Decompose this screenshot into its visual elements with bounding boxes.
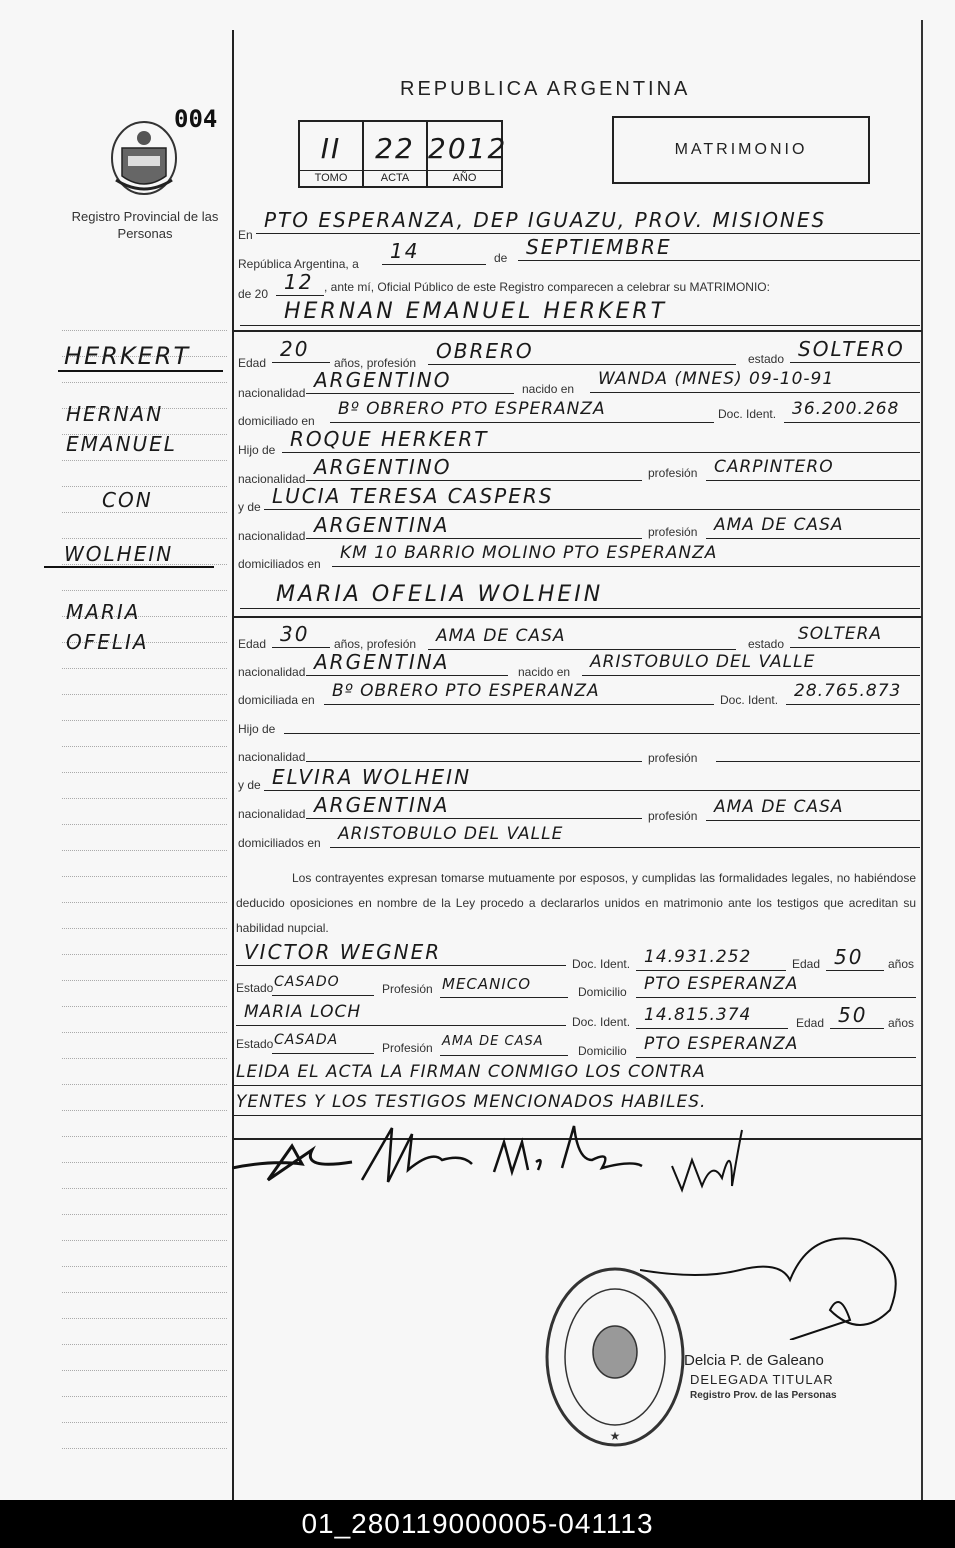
label-profesion-t1: Profesión [382, 982, 433, 996]
label-anos-profesion-2: años, profesión [334, 637, 417, 651]
country-title: REPUBLICA ARGENTINA [400, 78, 691, 100]
label-en: En [238, 228, 253, 242]
label-doc-ident-t1: Doc. Ident. [572, 957, 631, 971]
label-edad-t2: Edad [796, 1016, 825, 1030]
margin-name-2-line-2: OFELIA [66, 630, 149, 654]
field-contrayente1-doc: 36.200.268 [784, 397, 920, 423]
right-border-line [921, 20, 923, 1500]
label-doc-ident-t2: Doc. Ident. [572, 1015, 631, 1029]
label-domiciliados-en-2: domiciliados en [238, 836, 321, 850]
label-doc-ident-2: Doc. Ident. [720, 693, 779, 707]
label-domiciliados-en-1: domiciliados en [238, 557, 321, 571]
field-contrayente2-madre-nac: ARGENTINA [306, 793, 642, 819]
field-contrayente1-nombre: HERNAN EMANUEL HERKERT [240, 300, 920, 326]
label-domiciliada-en-2: domiciliada en [238, 693, 315, 707]
label-estado-2: estado [748, 637, 785, 651]
anio-label: AÑO [428, 170, 501, 186]
field-contrayente1-padre-prof: CARPINTERO [706, 455, 920, 481]
field-testigo1-profesion: MECANICO [440, 972, 568, 998]
declaration-paragraph [236, 866, 916, 941]
field-contrayente2-estado: SOLTERA [790, 622, 920, 648]
margin-surname-1: HERKERT [58, 342, 223, 372]
label-domiciliado-en-1: domiciliado en [238, 414, 315, 428]
field-lugar: PTO ESPERANZA, DEP IGUAZU, PROV. MISIONES [256, 208, 920, 234]
closing-line-1: LEIDA EL ACTA LA FIRMAN CONMIGO LOS CONTRA [232, 1060, 922, 1086]
label-nacionalidad-padre-1: nacionalidad [238, 472, 306, 486]
tomo-acta-anio-box [298, 120, 508, 188]
field-contrayente1-madre-nac: ARGENTINA [306, 513, 642, 539]
label-profesion-madre-1: profesión [648, 525, 698, 539]
field-contrayente1-estado: SOLTERO [790, 337, 920, 363]
field-contrayente1-nacido: WANDA (MNES) 09-10-91 [590, 367, 920, 393]
label-profesion-padre-2: profesión [648, 751, 698, 765]
field-testigo2-edad: 50 [830, 1003, 884, 1029]
field-contrayente2-padre-prof [716, 736, 920, 762]
document-code-footer: 01_280119000005-041113 [0, 1500, 955, 1548]
field-testigo2-profesion: AMA DE CASA [440, 1030, 568, 1056]
margin-surname-2: WOLHEIN [44, 542, 214, 568]
left-border-line [232, 30, 234, 1500]
field-contrayente2-doc: 28.765.873 [786, 679, 920, 705]
svg-text:★: ★ [609, 1429, 621, 1443]
label-republica: República Argentina, a [238, 257, 359, 271]
margin-name-2-line-1: MARIA [66, 600, 141, 624]
label-nacionalidad-2: nacionalidad [238, 665, 306, 679]
label-estado-t2: Estado [236, 1037, 274, 1051]
declaration-text: Los contrayentes expresan tomarse mutuamente por esposos, y cumplidas las formalidades legales, no habiéndose deducido oposiciones en nombre de la Ley procedo a declararlos unidos en matrimonio ante los testigos que acreditan su habilidad nupcial. [236, 871, 916, 935]
separator-line [232, 616, 922, 618]
field-dia: 14 [382, 239, 486, 265]
document-type-box: MATRIMONIO [612, 116, 870, 184]
label-nacionalidad-madre-2: nacionalidad [238, 807, 306, 821]
label-comparecen: , ante mí, Oficial Público de este Registro comparecen a celebrar su MATRIMONIO: [324, 280, 770, 294]
official-title: DELEGADA TITULAR [690, 1372, 834, 1387]
field-contrayente1-padre: ROQUE HERKERT [282, 427, 920, 453]
field-testigo1-edad: 50 [826, 945, 884, 971]
tomo-cell [300, 122, 364, 186]
field-mes: SEPTIEMBRE [518, 235, 920, 261]
tomo-label: TOMO [300, 170, 362, 186]
label-hijo-de-1: Hijo de [238, 443, 276, 457]
field-contrayente2-madre: ELVIRA WOLHEIN [264, 765, 920, 791]
margin-name-1-line-1: HERNAN [66, 402, 164, 426]
field-contrayente1-madre-prof: AMA DE CASA [706, 513, 920, 539]
label-de-20: de 20 [238, 287, 269, 301]
label-profesion-padre-1: profesión [648, 466, 698, 480]
field-testigo1-nombre: VICTOR WEGNER [236, 940, 566, 966]
field-anio: 12 [276, 270, 324, 296]
margin-name-1-line-2: EMANUEL [66, 432, 177, 456]
tomo-value: II [320, 132, 342, 165]
signature-contrayente-2 [362, 1128, 472, 1182]
field-contrayente2-padre-nac [306, 736, 642, 762]
label-anos-t2: años [888, 1016, 915, 1030]
label-anos-t1: años [888, 957, 915, 971]
delegation-stamp-icon [540, 1262, 690, 1452]
field-contrayente1-edad: 20 [272, 337, 330, 363]
signature-contrayente-1 [232, 1146, 352, 1180]
signature-testigo-2 [494, 1126, 642, 1172]
field-testigo1-domicilio: PTO ESPERANZA [636, 972, 916, 998]
field-contrayente1-domicilio: Bº OBRERO PTO ESPERANZA [330, 397, 714, 423]
label-nacionalidad-padre-2: nacionalidad [238, 750, 306, 764]
label-nacido-en-2: nacido en [518, 665, 571, 679]
closing-line-2: YENTES Y LOS TESTIGOS MENCIONADOS HABILES. [232, 1090, 922, 1116]
label-profesion-t2: Profesión [382, 1041, 433, 1055]
field-testigo2-domicilio: PTO ESPERANZA [636, 1032, 916, 1058]
field-contrayente2-profesion: AMA DE CASA [428, 624, 736, 650]
field-testigo1-estado: CASADO [272, 970, 374, 996]
province-coat-of-arms-icon [108, 118, 180, 198]
label-doc-ident-1: Doc. Ident. [718, 407, 777, 421]
margin-ruled-lines [62, 305, 227, 1449]
field-contrayente1-padres-dom: KM 10 BARRIO MOLINO PTO ESPERANZA [332, 541, 920, 567]
label-y-de-1: y de [238, 500, 261, 514]
label-profesion-madre-2: profesión [648, 809, 698, 823]
field-contrayente1-profesion: OBRERO [428, 339, 736, 365]
official-registry: Registro Prov. de las Personas [690, 1390, 837, 1401]
official-name: Delcia P. de Galeano [684, 1352, 824, 1369]
label-nacionalidad-1: nacionalidad [238, 386, 306, 400]
label-nacionalidad-madre-1: nacionalidad [238, 529, 306, 543]
field-contrayente2-nacionalidad: ARGENTINA [306, 650, 508, 676]
label-y-de-2: y de [238, 778, 261, 792]
field-contrayente2-nombre: MARIA OFELIA WOLHEIN [240, 583, 920, 609]
acta-value: 22 [375, 132, 415, 165]
signatures-area [232, 1120, 922, 1230]
field-testigo2-doc: 14.815.374 [636, 1003, 788, 1029]
label-hijo-de-2: Hijo de [238, 722, 276, 736]
signature-testigo-1 [672, 1130, 742, 1190]
margin-con: CON [102, 488, 153, 512]
label-edad-1: Edad [238, 356, 267, 370]
acta-cell [364, 122, 428, 186]
anio-value: 2012 [428, 132, 508, 165]
label-edad-t1: Edad [792, 957, 821, 971]
field-contrayente2-nacido: ARISTOBULO DEL VALLE [582, 650, 920, 676]
field-contrayente2-edad: 30 [272, 622, 330, 648]
label-de-mes: de [494, 251, 508, 265]
label-anos-profesion-1: años, profesión [334, 356, 417, 370]
field-testigo2-nombre: MARIA LOCH [236, 1000, 566, 1026]
registry-name: Registro Provincial de las Personas [71, 209, 219, 241]
separator-line [232, 330, 922, 332]
field-contrayente2-padre [284, 708, 920, 734]
field-contrayente1-madre: LUCIA TERESA CASPERS [264, 484, 920, 510]
acta-label: ACTA [364, 170, 426, 186]
label-domicilio-t1: Domicilio [578, 985, 627, 999]
field-contrayente2-domicilio: Bº OBRERO PTO ESPERANZA [324, 679, 714, 705]
label-nacido-en-1: nacido en [522, 382, 575, 396]
field-contrayente2-madre-prof: AMA DE CASA [706, 795, 920, 821]
field-testigo2-estado: CASADA [272, 1028, 374, 1054]
field-contrayente2-madre-dom: ARISTOBULO DEL VALLE [330, 822, 920, 848]
label-estado-t1: Estado [236, 981, 274, 995]
field-contrayente1-padre-nac: ARGENTINO [306, 455, 642, 481]
field-contrayente1-nacionalidad: ARGENTINO [306, 368, 514, 394]
folio-number: 004 [174, 105, 218, 133]
label-edad-2: Edad [238, 637, 267, 651]
field-testigo1-doc: 14.931.252 [636, 945, 786, 971]
label-domicilio-t2: Domicilio [578, 1044, 627, 1058]
label-estado-1: estado [748, 352, 785, 366]
anio-cell [428, 122, 508, 186]
